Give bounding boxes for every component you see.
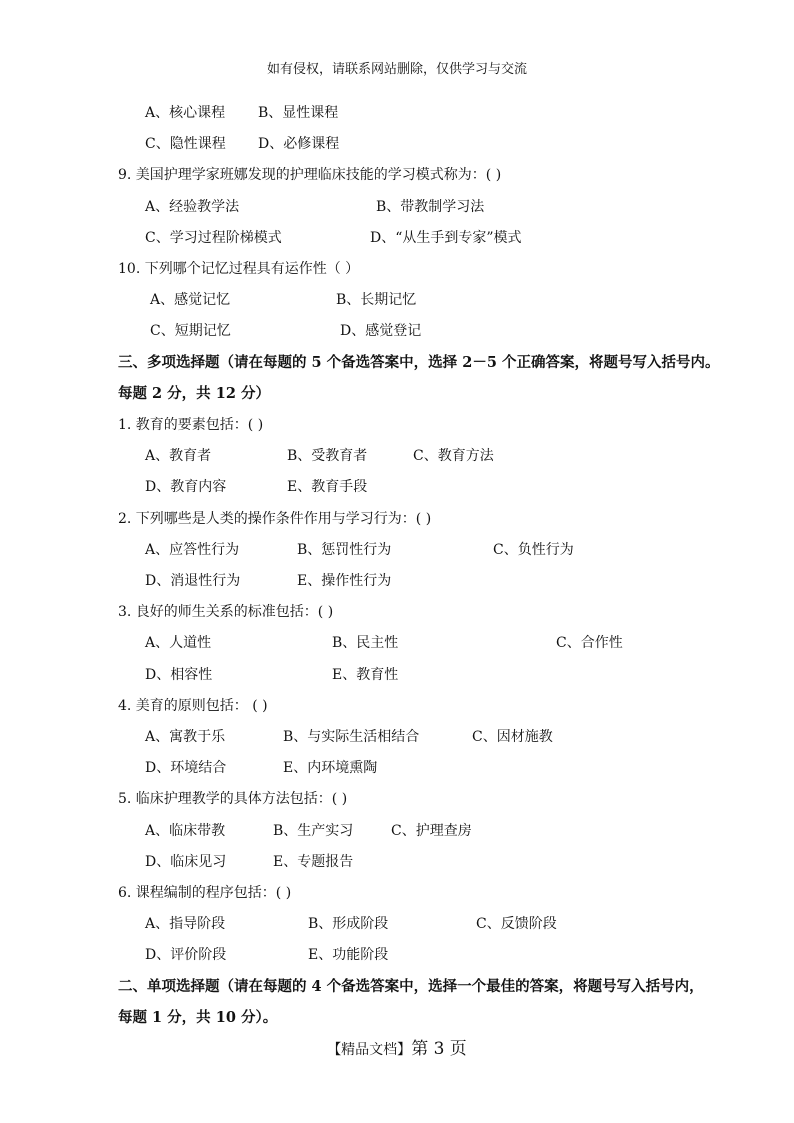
- single-section-title-line2: 每题 1 分，共 10 分）。: [118, 1009, 278, 1026]
- mq4-option-d: D、环境结合: [145, 760, 227, 776]
- multi-question-1: 1. 教育的要素包括：( ): [118, 417, 264, 433]
- mq1-option-e: E、教育手段: [287, 479, 368, 495]
- prev-option-b: B、显性课程: [258, 105, 339, 121]
- multi-question-3: 3. 良好的师生关系的标准包括：( ): [118, 604, 334, 620]
- page-footer: [0, 1034, 794, 1059]
- mq5-option-e: E、专题报告: [273, 854, 354, 870]
- mq6-option-e: E、功能阶段: [308, 947, 389, 963]
- mq6-option-b: B、形成阶段: [308, 916, 389, 932]
- mq1-option-a: A、教育者: [145, 448, 212, 464]
- prev-option-c: C、隐性课程: [145, 136, 226, 152]
- q10-option-a: A、感觉记忆: [150, 292, 231, 308]
- mq2-option-c: C、负性行为: [493, 542, 574, 558]
- multi-question-6: 6. 课程编制的程序包括：( ): [118, 885, 292, 901]
- q10-option-d: D、感觉登记: [340, 323, 422, 339]
- mq5-option-d: D、临床见习: [145, 854, 227, 870]
- multi-question-2: 2. 下列哪些是人类的操作条件作用与学习行为：( ): [118, 511, 432, 527]
- prev-option-a: A、核心课程: [145, 105, 226, 121]
- mq3-option-e: E、教育性: [332, 667, 399, 683]
- q10-option-b: B、长期记忆: [336, 292, 417, 308]
- question-10: 10. 下列哪个记忆过程具有运作性（ ）: [118, 261, 360, 277]
- single-section-title-line1: 二、单项选择题（请在每题的 4 个备选答案中，选择一个最佳的答案，将题号写入括号内，: [118, 978, 704, 995]
- mq6-option-d: D、评价阶段: [145, 947, 227, 963]
- mq5-option-b: B、生产实习: [273, 823, 354, 839]
- multi-question-5: 5. 临床护理教学的具体方法包括：( ): [118, 791, 348, 807]
- mq5-option-a: A、临床带教: [145, 823, 226, 839]
- mq4-option-b: B、与实际生活相结合: [283, 729, 420, 745]
- mq5-option-c: C、护理查房: [391, 823, 472, 839]
- mq1-option-c: C、教育方法: [413, 448, 494, 464]
- mq1-option-b: B、受教育者: [287, 448, 368, 464]
- mq2-option-b: B、惩罚性行为: [297, 542, 392, 558]
- mq2-option-e: E、操作性行为: [297, 573, 392, 589]
- mq3-option-a: A、人道性: [145, 635, 212, 651]
- q9-option-c: C、学习过程阶梯模式: [145, 230, 282, 246]
- footer-tag: 【精品文档】: [327, 1042, 412, 1058]
- multi-question-4: 4. 美育的原则包括： ( ): [118, 698, 268, 714]
- q9-option-b: B、带教制学习法: [376, 199, 485, 215]
- mq3-option-c: C、合作性: [556, 635, 623, 651]
- mq6-option-a: A、指导阶段: [145, 916, 226, 932]
- mq3-option-b: B、民主性: [332, 635, 399, 651]
- mq1-option-d: D、教育内容: [145, 479, 227, 495]
- q10-option-c: C、短期记忆: [150, 323, 231, 339]
- mq2-option-a: A、应答性行为: [145, 542, 240, 558]
- multi-section-title-line1: 三、多项选择题（请在每题的 5 个备选答案中，选择 2－5 个正确答案，将题号写入括号内。: [118, 354, 720, 371]
- question-9: 9. 美国护理学家班娜发现的护理临床技能的学习模式称为：( ): [118, 167, 502, 183]
- page-header: 如有侵权，请联系网站删除，仅供学习与交流: [266, 62, 527, 77]
- mq4-option-c: C、因材施教: [472, 729, 553, 745]
- prev-option-d: D、必修课程: [258, 136, 340, 152]
- page-number: 第 3 页: [411, 1039, 467, 1059]
- q9-option-a: A、经验教学法: [145, 199, 240, 215]
- multi-section-title-line2: 每题 2 分，共 12 分）: [118, 385, 270, 402]
- mq3-option-d: D、相容性: [145, 667, 213, 683]
- mq4-option-a: A、寓教于乐: [145, 729, 226, 745]
- mq4-option-e: E、内环境熏陶: [283, 760, 378, 776]
- mq2-option-d: D、消退性行为: [145, 573, 241, 589]
- q9-option-d: D、“从生手到专家”模式: [370, 230, 522, 246]
- mq6-option-c: C、反馈阶段: [476, 916, 557, 932]
